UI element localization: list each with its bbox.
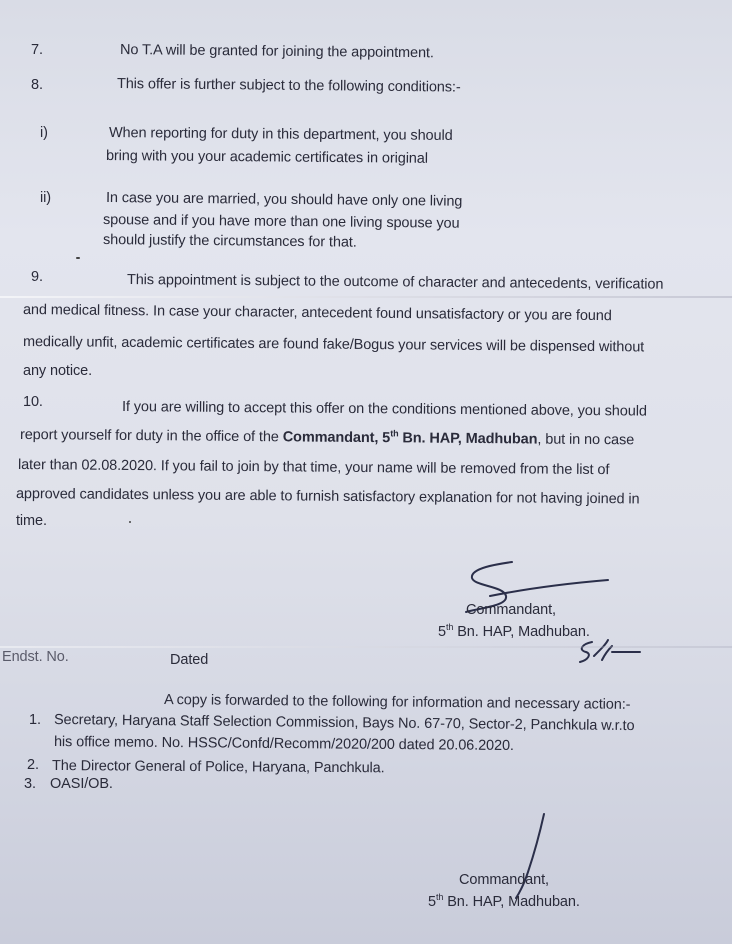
paper-fold-line-2 (0, 646, 732, 648)
item-9-line-3: medically unfit, academic certificates are found fake/Bogus your services will be dispensed without (22, 334, 645, 356)
copy-intro: A copy is forwarded to the following for information and necessary action:- (163, 692, 631, 713)
copy-item-2-number: 2. (27, 757, 39, 773)
initials-mark (572, 638, 642, 668)
commandant-office-bold: Commandant, 5th Bn. HAP, Madhuban (282, 428, 538, 448)
endst-number-label: Endst. No. (2, 649, 69, 665)
condition-ii-line-1: In case you are married, you should have only one living (105, 190, 463, 210)
item-9-line-4: any notice. (23, 363, 93, 379)
item-10-line-4: approved candidates unless you are able to furnish satisfactory explanation for not having joined in (15, 486, 640, 508)
copy-item-3-line-1: OASI/OB. (50, 776, 113, 792)
signature-2-unit: 5th Bn. HAP, Madhuban. (428, 892, 580, 910)
item-8-number: 8. (31, 77, 43, 93)
copy-item-1-number: 1. (29, 712, 41, 728)
speck (76, 257, 80, 259)
paper-fold-line (0, 296, 732, 298)
item-10-number: 10. (23, 394, 43, 410)
signature-2-title: Commandant, (459, 872, 549, 888)
item-8-text: This offer is further subject to the following conditions:- (116, 76, 461, 96)
copy-item-2-line-1: The Director General of Police, Haryana, Panchkula. (51, 758, 385, 777)
item-7-number: 7. (31, 42, 43, 58)
condition-ii-line-2: spouse and if you have more than one living spouse you (102, 212, 460, 232)
condition-i-number: i) (40, 125, 48, 141)
signature-1-unit: 5th Bn. HAP, Madhuban. (438, 622, 590, 640)
item-7-text: No T.A will be granted for joining the appointment. (119, 42, 434, 62)
signature-1-title: Commandant, (466, 602, 556, 618)
copy-item-3-number: 3. (24, 776, 36, 792)
condition-ii-line-3: should justify the circumstances for that. (102, 232, 357, 251)
item-9-line-2: and medical fitness. In case your character, antecedent found unsatisfactory or you are found (22, 302, 612, 325)
condition-i-line-2: bring with you your academic certificates in original (105, 148, 428, 167)
endst-dated-label: Dated (170, 652, 209, 668)
item-10-line-3: later than 02.08.2020. If you fail to join by that time, your name will be removed from the list of (17, 457, 610, 479)
item-10-line-1: If you are willing to accept this offer on the conditions mentioned above, you should (121, 399, 647, 420)
item-9-number: 9. (31, 269, 43, 285)
copy-item-1-line-1: Secretary, Haryana Staff Selection Commission, Bays No. 67-70, Sector-2, Panchkula w.r.to (53, 712, 635, 735)
copy-item-1-line-2: his office memo. No. HSSC/Confd/Recomm/2020/200 dated 20.06.2020. (53, 734, 514, 755)
condition-ii-number: ii) (40, 190, 51, 206)
item-9-line-1: This appointment is subject to the outcome of character and antecedents, verification (126, 272, 664, 293)
item-10-line-2: report yourself for duty in the office of the Commandant, 5th Bn. HAP, Madhuban, but in no case (19, 427, 635, 449)
item-10-line-5: time. (16, 513, 47, 529)
speck (129, 521, 131, 523)
condition-i-line-1: When reporting for duty in this department, you should (108, 125, 453, 144)
